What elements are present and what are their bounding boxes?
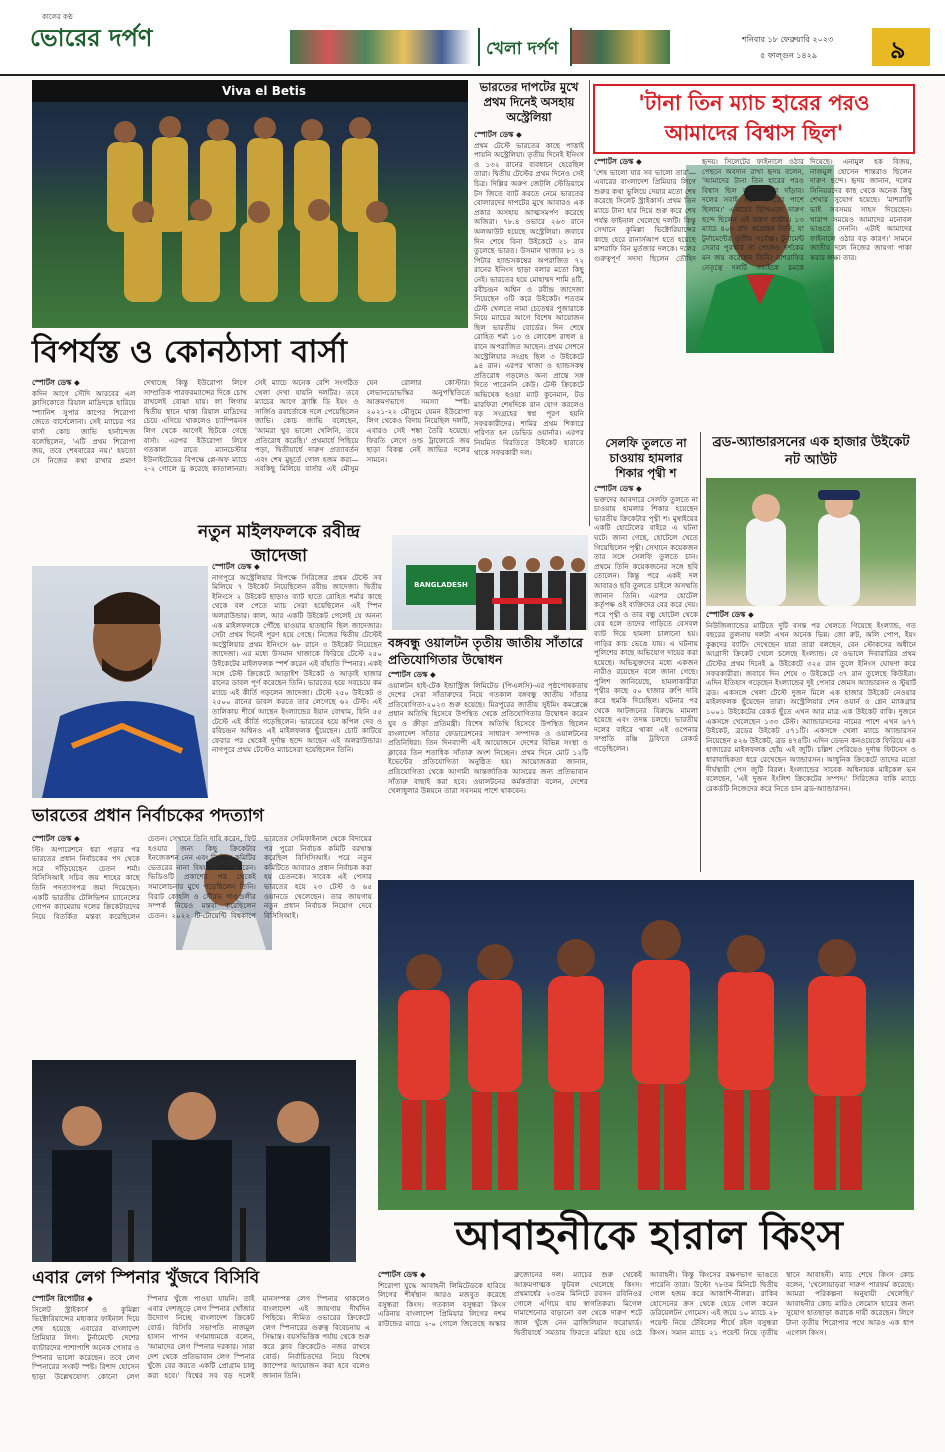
tamim-body: 'শেষ ভালো যার সব ভালো তার'—এবারের বাংলাদেশ প্রিমিয়ার লিগে শুরুর কথা ভুলিয়ে দেয়ার মতো শেষ করেছে সিলেট স্ট্রাইকার্স। প্রথম তিন ম্যাচে টানা হার দিয়ে শুরু করে শেষ পর্যন্ত ফাইনাল খেলেছে দলটি। কিন্তু সেখানে কুমিল্লা ভিক্টোরিয়ান্সের কাছে হেরে রানার্সআপ হতে হয়েছে মাশরাফি বিন মুর্তজার দলকে। দলের গুরুত্বপূর্ণ সদস্য ছিলেন তৌহিদ হৃদয়। সিলেটের ফাইনালে ওঠার পেছনে অবদান রাখা হৃদয় বলেন, 'আমাদের টানা তিন হারের পরও বিশ্বাস ছিল আমরা ঘুরে দাঁড়াব। দলের সবাই একে অপরের পাশে ছিলাম।' এবারের বিপিএলে দারুণ ছন্দে ছিলেন এই তরুণ ব্যাটার। ১৩ ম্যাচে ৪০৩ রান করেছেন তিনি, যা টুর্নামেন্টের তৃতীয় সর্বোচ্চ। টুর্নামেন্ট সেরার পুরস্কার না পেলেও দর্শকের মন জয় করেছেন তিনি। মাশরাফির নেতৃত্বে দলটি সবাইকে চমকে দিয়েছে। এনামুল হক বিজয়, নাজমুল হোসেন শান্তরাও ছিলেন দারুণ ছন্দে। হৃদয় জানান, দলের সিনিয়রদের কাছ থেকে অনেক কিছু শেখার সুযোগ হয়েছে। 'মাশরাফি ভাই সবসময় সাহস দিয়েছেন। খারাপ সময়েও আমাদের মনোবল ভাঙতে দেননি। এটাই আমাদের ফাইনালে ওঠার বড় কারণ।' সামনে জাতীয় দলে নিজের জায়গা পাকা করার লক্ষ্য তার।	[594, 157, 912, 272]
australia-byline: স্পোর্টস ডেস্ক ◆	[474, 130, 522, 139]
anderson-article	[706, 610, 916, 870]
bcb-officials	[32, 1060, 356, 1262]
stadium-banner-text: Viva el Betis	[222, 84, 306, 98]
swimming-byline: স্পোর্টস ডেস্ক ◆	[388, 670, 436, 679]
swimming-body: ওয়ালটন হাই-টেক ইন্ডাস্ট্রিজ লিমিটেড (পিএলসি)-এর পৃষ্ঠপোষকতায় দেশের সেরা সাঁতারুদের নিয়ে গতকাল বঙ্গবন্ধু জাতীয় সাঁতার প্রতিযোগিতা-২০২৩ শুরু হয়েছে। মিরপুরের জাতীয় সুইমিং কমপ্লেক্সে প্রধান অতিথি হিসেবে উপস্থিত থেকে প্রতিযোগিতার উদ্বোধন করেন যুব ও ক্রীড়া প্রতিমন্ত্রী। বিশেষ অতিথি হিসেবে উপস্থিত ছিলেন বাংলাদেশ সাঁতার ফেডারেশনের সাধারণ সম্পাদক ও ওয়ালটনের প্রতিনিধিরা। তিন দিনব্যাপী এই আয়োজনে দেশের বিভিন্ন সংস্থা ও ক্লাবের তিন শতাধিক সাঁতারু অংশ নিচ্ছেন। প্রথম দিনে মোট ১২টি ইভেন্টের প্রতিযোগিতা অনুষ্ঠিত হয়। আয়োজকরা জানান, প্রতিযোগিতা থেকে আগামী আন্তর্জাতিক আসরের জন্য প্রতিভাবান সাঁতারু বাছাই করা হবে। ওয়ালটনের কর্মকর্তারা বলেন, দেশের খেলাধুলার উন্নয়নে তারা সবসময় পাশে থাকবেন।	[388, 680, 588, 796]
kings-headline: আবাহনীকে হারাল কিংস	[455, 1212, 843, 1259]
swimming-officials	[472, 543, 588, 630]
barca-headline: বিপর্যস্ত ও কোনঠাসা বার্সা	[32, 334, 348, 370]
australia-article	[474, 130, 584, 525]
bcb-body: সিলেট স্ট্রাইকার্স ও কুমিল্লা ভিক্টোরিয়ান্সের মধ্যকার ফাইনাল দিয়ে শেষ হয়েছে এবারের বাংলাদেশ প্রিমিয়ার লিগ। টুর্নামেন্টে দেশের ব্যাটারদের পাশাপাশি অনেক পেসার ও স্পিনার ভালো করেছেন। তবে লেগ স্পিনারের সংকট স্পষ্ট। রিশাদ হোসেন ছাড়া উল্লেখযোগ্য কোনো লেগ স্পিনার খুঁজে পাওয়া যায়নি। তাই এবার দেশজুড়ে লেগ স্পিনার খোঁজার উদ্যোগ নিচ্ছে বাংলাদেশ ক্রিকেট বোর্ড। বিসিবি সভাপতি নাজমুল হাসান পাপন গণমাধ্যমকে বলেন, 'আমাদের লেগ স্পিনার দরকার। সারা দেশ থেকে প্রতিভাবান লেগ স্পিনার খুঁজে বের করতে একটি প্রোগ্রাম চালু করা হবে।' বিশ্বের সব বড় দলেই মানসম্পন্ন লেগ স্পিনার থাকলেও বাংলাদেশ এই জায়গায় দীর্ঘদিন পিছিয়ে। সীমিত ওভারের ক্রিকেটে লেগ স্পিনারের গুরুত্ব বিবেচনায় এ সিদ্ধান্ত। বয়সভিত্তিক পর্যায় থেকে শুরু করে ক্লাব ক্রিকেটেও নজর রাখবে বোর্ড। নির্বাচিতদের নিয়ে বিশেষ ক্যাম্পের আয়োজন করা হবে বলেও জানান তিনি।	[32, 1294, 370, 1381]
kings-byline: স্পোর্টস ডেস্ক ◆	[378, 1270, 426, 1279]
paper-tagline: কালের কণ্ঠ	[42, 13, 73, 21]
selector-byline: স্পোর্টস ডেস্ক ◆	[32, 834, 80, 843]
selfie-headline: সেলফি তুলতে না চাওয়ায় হামলার শিকার পৃথ্বী শ	[605, 436, 687, 480]
paper-name: ভোরের দর্পণ	[30, 23, 153, 52]
jadeja-headline: নতুন মাইলফলকে রবীন্দ্র জাদেজা	[197, 522, 360, 566]
jadeja-figure	[32, 566, 208, 798]
swimming-event-photo	[392, 535, 588, 630]
selfie-body: ভক্তদের আবদারে সেলফি তুলতে না চাওয়ায় হামলার শিকার হয়েছেন ভারতীয় ক্রিকেটার পৃথ্বী শ। মুম্বাইয়ের একটি হোটেলের বাইরে এ ঘটনা ঘটে। জানা গেছে, হোটেলে খেতে গিয়েছিলেন পৃথ্বী। সেখানে কয়েকজন তার সঙ্গে সেলফি তুলতে চান। প্রথমে তিনি কয়েকজনের সঙ্গে ছবি তোলেন। কিন্তু পরে একই দল আবারও ছবি তুলতে চাইলে অসম্মতি জানান তিনি। এরপর হোটেল কর্তৃপক্ষ ওই ব্যক্তিদের বের করে দেয়। পরে পৃথ্বী ও তার বন্ধু হোটেল থেকে বের হলে তাদের গাড়িতে বেসবল ব্যাট দিয়ে হামলা চালানো হয়। গাড়ির কাচ ভেঙে যায়। এ ঘটনায় পুলিশের কাছে অভিযোগ দায়ের করা হয়েছে। অভিযুক্তদের মধ্যে একজন নারীও রয়েছেন বলে জানা গেছে। পুলিশ জানিয়েছে, হামলাকারীরা পৃথ্বীর কাছে ৫০ হাজার রুপি দাবি করে হুমকি দিয়েছিল। ঘটনার পর থেকে আটজনের বিরুদ্ধে মামলা হয়েছে এবং তদন্ত চলছে। ভারতীয় দলের বাইরে থাকা এই ওপেনার সম্প্রতি রঞ্জি ট্রফিতে রেকর্ড গড়েছিলেন।	[594, 494, 698, 754]
page-number: ৯	[890, 35, 906, 64]
jadeja-body: নাগপুরে অস্ট্রেলিয়ার বিপক্ষে সিরিজের প্রথম টেস্টে সব মিলিয়ে ৭ উইকেট নিয়েছিলেন রবীন্দ্র জাদেজা। দ্বিতীয় ইনিংসে ২ উইকেট ছাড়াও ব্যাট হাতে রোহিত শর্মার কাছে থেকে বল পেতে ম্যাচ সেরা হয়েছিলেন এই স্পিন অলরাউন্ডার। কাল, আর একটি উইকেট পেলেই যে অনন্য এক মাইলফলকে পৌঁছে যাওয়ার হাতছানি ছিল জাদেজার। সেটা প্রথম দিনেই পূরণ হয়ে গেছে। নিজের দ্বিতীয় টেস্টেই অস্ট্রেলিয়ার প্রথম ইনিংসে ৬৮ রানে ৩ উইকেট নিয়েছেন জাদেজা। এর মধ্যে উসমান খাজাকে ফিরিয়ে টেস্টে ২৫০ উইকেটের মাইলফলক স্পর্শ করেন এই বাঁহাতি স্পিনার। একই সঙ্গে টেস্ট ক্রিকেটে আড়াইশ উইকেট ও আড়াই হাজার রানের ডাবল পূর্ণ করেছেন তিনি। ভারতের হয়ে সবচেয়ে কম ম্যাচে এই কীর্তি গড়লেন জাদেজা। টেস্টে ২৫০ উইকেট ও ২৫০০ রানের ডাবল করতে তার লেগেছে ৬২ টেস্ট। এই তালিকায় শীর্ষে আছেন ইংল্যান্ডের ইয়ান বোথাম, যিনি ৫৫ টেস্টে এই কীর্তি গড়েছিলেন। ভারতের হয়ে কপিল দেব ও রবিচন্দ্রন অশ্বিনও এই মাইলফলক ছুঁয়েছেন। চোট কাটিয়ে ফেরার পর থেকেই দুর্দান্ত ছন্দে আছেন এই অলরাউন্ডার। নাগপুরে প্রথম টেস্টেও ম্যাচসেরা হয়েছিলেন তিনি।	[212, 572, 382, 755]
anderson-headline: ব্রড-অ্যান্ডারসনের এক হাজার উইকেট নট আউট	[712, 435, 910, 468]
section-title-box	[478, 28, 572, 66]
section-title: খেলা দর্পণ	[486, 39, 559, 59]
kings-players-illustration	[378, 880, 914, 1210]
tamim-article	[594, 157, 912, 427]
jadeja-article	[212, 562, 382, 798]
anderson-broad-figures	[706, 478, 916, 606]
barca-body: কদিন আগে সৌদি আরবের এল ক্লাসিকোতে রিয়াল মাদ্রিদকে হারিয়ে স্প্যানিশ সুপার কাপের শিরোপা জেতে বার্সেলোনা। সেই ম্যাচের পর বার্সা কোচ জাভি হার্নান্দেজ বলেছিলেন, 'এটি প্রথম শিরোপা জয়, তবে শেষবারের নয়।' হয়তো সে নিজের কথা রাখার প্রমাণ দেখাচ্ছে কিন্তু ইউরোপা লিগে সাম্প্রতিক পারফরম্যান্সের দিকে চোখ রাখলেই বোঝা যায়। লা লিগায় দ্বিতীয় স্থানে থাকা রিয়াল মাদ্রিদের চেয়ে এগিয়ে থাকলেও চ্যাম্পিয়নস লিগ থেকে আগেই ছিটকে গেছে বার্সা। এরপর ইউরোপা লিগে গতকাল রাতে ম্যানচেস্টার ইউনাইটেডের বিপক্ষে প্লে-অফ ম্যাচে ২-২ গোলে ড্র করেছে কাতালানরা। সেই ম্যাচে অনেক বেশি সংগঠিত খেলা দেখা যায়নি দলটির। তবে ম্যাচের আগে ফ্রাঙ্কি ডি ইয়ং ও সার্জিও রবার্তোকে দলে পেয়েছিলেন জাভি। কোচ জাভি বলেছেন, 'আমরা খুব ভালো খেলিনি, তবে প্রতিরোধ করেছি।' প্রথমার্ধে পিছিয়ে পড়া, দ্বিতীয়ার্ধে দারুণ প্রত্যাবর্তন এবং শেষ মুহূর্তে গোল হজম করা—সবকিছু মিলিয়ে বার্সার এই মৌসুম যেন রোলার কোস্টার। লেভানডোভস্কির অনুপস্থিতিতে আক্রমণভাগে সমস্যা স্পষ্ট। ২০২১-২২ মৌসুমে যেমন ইউরোপা লিগ থেকেও বিদায় নিয়েছিল দলটি, এবারও সেই শঙ্কা তৈরি হয়েছে। ফিরতি লেগে ওল্ড ট্রাফোর্ডে জয় ছাড়া বিকল্প নেই জাভির দলের সামনে।	[32, 378, 470, 474]
swimming-banner-text: BANGLADESH	[414, 581, 468, 589]
jadeja-portrait	[32, 566, 208, 798]
barca-article	[32, 378, 470, 526]
page-number-box	[872, 28, 930, 66]
swimming-headline: বঙ্গবন্ধু ওয়ালটন তৃতীয় জাতীয় সাঁতারে প্রতিযোগিতার উদ্বোধন	[388, 635, 583, 667]
swimming-banner	[406, 565, 476, 605]
tamim-byline: স্পোর্টস ডেস্ক ◆	[594, 157, 642, 166]
australia-body: প্রথম টেস্টে ভারতের কাছে পাত্তাই পায়নি অস্ট্রেলিয়া। তৃতীয় দিনেই ইনিংস ও ১৩২ রানের ব্যবধানে হেরেছিল তারা। দ্বিতীয় টেস্টের প্রথম দিনেও সেই চিত্র। দিল্লির অরুণ জেটলি স্টেডিয়ামে টস জিতে ব্যাট করতে নেমে ভারতের বোলারদের দাপটের মুখে আবারও এক প্রকার অসহায় আত্মসমর্পণ করেছে অজিরা। ৭৮.৪ ওভারে ২৬৩ রানে অলআউট হয়েছে অস্ট্রেলিয়া। জবাবে দিন শেষে বিনা উইকেটে ২১ রান তুলেছে ভারত। উসমান খাজার ৮১ ও পিটার হ্যান্ডসকম্বের অপরাজিত ৭২ রানের ইনিংস ছাড়া বলার মতো কিছু নেই। ভারতের হয়ে মোহাম্মদ শামি ৪টি, রবীচন্দ্রন অশ্বিন ও রবীন্দ্র জাদেজা নিয়েছেন ৩টি করে উইকেট। শততম টেস্ট খেলতে নামা চেতেশ্বর পুজারাকে নিয়ে ম্যাচের আগে বিশেষ আয়োজন ছিল ভারতীয় বোর্ডের। দিন শেষে রোহিত শর্মা ১৩ ও লোকেশ রাহুল ৪ রানে অপরাজিত আছেন। প্রথম সেশনে অস্ট্রেলিয়ার সংগ্রহ ছিল ৩ উইকেটে ৯৪ রান। এরপর খাজা ও হ্যান্ডসকম্ব প্রতিরোধ গড়লেও অন্য প্রান্তে সঙ্গ দিতে পারেননি কেউ। টেস্ট ক্রিকেটে অভিষেক হওয়া ম্যাট কুনেমান, টড মারফিরা শেষদিকে রান যোগ করলেও বড় সংগ্রহের স্বপ্ন পূরণ হয়নি সফরকারীদের। শামির প্রথম শিকারে পরিণত হন ডেভিড ওয়ার্নার। এরপর নিয়মিত বিরতিতে উইকেট হারাতে থাকে সফরকারী দল।	[474, 140, 584, 457]
barca-players-illustration	[32, 102, 468, 328]
bcb-byline: স্পোর্টস রিপোর্টার ◆	[32, 1294, 93, 1303]
barca-team-photo	[32, 80, 468, 328]
column-rule-2	[700, 432, 701, 872]
date-line-1: শনিবার ১৮ ফেব্রুয়ারি ২০২৩	[742, 35, 834, 44]
selfie-byline: স্পোর্টস ডেস্ক ◆	[594, 484, 642, 493]
column-rule-1	[589, 80, 590, 526]
jadeja-byline: স্পোর্টস ডেস্ক ◆	[212, 562, 260, 571]
kings-match-photo	[378, 880, 914, 1210]
anderson-byline: স্পোর্টস ডেস্ক ◆	[706, 610, 754, 619]
swimming-article	[388, 670, 588, 870]
tamim-headline: 'টানা তিন ম্যাচ হারের পরও আমাদের বিশ্বাস ছিল'	[638, 90, 870, 145]
bcb-press-photo	[32, 1060, 356, 1262]
australia-headline: ভারতের দাপটের মুখে প্রথম দিনেই অসহায় অস্ট্রেলিয়া	[479, 80, 579, 124]
masthead	[0, 0, 945, 76]
barca-byline: স্পোর্টস ডেস্ক ◆	[32, 378, 80, 387]
date-line-2: ৫ ফাল্গুন ১৪২৯	[760, 51, 818, 60]
selfie-article	[594, 484, 698, 869]
selector-headline: ভারতের প্রধান নির্বাচকের পদত্যাগ	[32, 806, 264, 826]
anderson-body: নিউজিল্যান্ডের মাটিতে দুটি বসন্ত পর খেলতে গিয়েছে ইংল্যান্ড, গত বছরের তুলনায় দলটা এখন অনেক ভিন্ন। জো রুট, অলি পোপ, ইয়ং কুক্কদের ব্যাটিং দেখেছেন যারা তারা বলছেন, বেন স্টোকসের অধীনে আগ্রাসী ক্রিকেট খেলে চলেছে ইংল্যান্ড। বে ওভালে দিবারাত্রির প্রথম টেস্টের প্রথম দিনেই ৯ উইকেটে ৩২৫ রান তুলে ইনিংস ঘোষণা করে সফরকারীরা। জবাবে দিন শেষে ৩ উইকেটে ৩৭ রান তুলেছে কিউইরা। এদিন ইতিহাস গড়েছেন ইংল্যান্ডের দুই পেসার জেমস অ্যান্ডারসন ও স্টুয়ার্ট ব্রড। একসঙ্গে খেলা টেস্টে দুজন মিলে এক হাজার উইকেট নেওয়ার মাইলফলক ছুঁয়েছেন তারা। অস্ট্রেলিয়ার শেন ওয়ার্ন ও গ্লেন ম্যাকগ্রার ১০০১ উইকেটের রেকর্ড ছুঁতে এখন আর মাত্র এক উইকেট বাকি। দুজনে একসঙ্গে খেলেছেন ১৩৩ টেস্ট। অ্যান্ডারসনের নামের পাশে এখন ৬৭৭ উইকেট, ব্রডের উইকেট ৫৭১টি। একসঙ্গে খেলা ম্যাচে অ্যান্ডারসন নিয়েছেন ৫২৬ উইকেট, ব্রড ৪৭৪টি। এদিন ডেভন কনওয়েকে ফিরিয়ে এক হাজারের মাইলফলক ছোঁয় এই জুটি। চল্লিশ পেরিয়েও দুর্দান্ত ফিটনেস ও ধারাবাহিকতা ধরে রেখেছেন অ্যান্ডারসন। আধুনিক ক্রিকেটে তাদের মতো দীর্ঘস্থায়ী পেস জুটি বিরল। ইংল্যান্ডের সাবেক অধিনায়ক মাইকেল ভন বলেছেন, 'এই দুজন ইংলিশ ক্রিকেটের সম্পদ।' সিরিজের বাকি ম্যাচে রেকর্ডটি নিজেদের করে নিতে চান ব্রড-অ্যান্ডারসন।	[706, 620, 916, 793]
anderson-broad-photo	[706, 478, 916, 606]
bcb-headline: এবার লেগ স্পিনার খুঁজবে বিসিবি	[32, 1268, 260, 1288]
selector-article	[32, 834, 372, 1020]
tamim-headline-box	[593, 84, 915, 154]
kings-article	[378, 1270, 914, 1434]
kings-body: শিরোপা যুদ্ধে আবাহনী লিমিটেডকে হারিয়ে লিগের শীর্ষস্থান আরও মজবুত করেছে বসুন্ধরা কিংস। গতকাল বসুন্ধরা কিংস এরিনায় বাংলাদেশ প্রিমিয়ার লিগের দশম রাউন্ডের ম্যাচে ২-০ গোলে জিতেছে অস্কার ব্রুজোনের দল। ম্যাচের শুরু থেকেই আক্রমণাত্মক ফুটবল খেলেছে কিংস। প্রথমার্ধের ২৩তম মিনিটে রবসন রবিনিওর গোলে এগিয়ে যায় স্বাগতিকরা। মিগেল দামাশেনোর বাড়ানো বল থেকে দারুণ শটে জাল খুঁজে নেন ব্রাজিলিয়ান ফরোয়ার্ড। দ্বিতীয়ার্ধে সমতায় ফিরতে মরিয়া হয়ে ওঠে আবাহনী। কিন্তু কিংসের রক্ষণভাগ ভাঙতে পারেনি তারা। উল্টো ৭৮তম মিনিটে দ্বিতীয় গোল হজম করে আকাশি-নীলরা। রাকিব হোসেনের ক্রস থেকে হেডে গোল করেন ডরিয়েলটন গোমেস। এই জয়ে ১০ ম্যাচে ২৮ পয়েন্ট নিয়ে টেবিলের শীর্ষে রইল বসুন্ধরা কিংস। সমান ম্যাচে ২১ পয়েন্ট নিয়ে তৃতীয় স্থানে আবাহনী। ম্যাচ শেষে কিংস কোচ বলেন, 'খেলোয়াড়রা দারুণ পারফর্ম করেছে। আমরা পরিকল্পনা অনুযায়ী খেলেছি।' আবাহনীর কোচ মারিও লেমোস হারের জন্য সুযোগ হাতছাড়া করাকে দায়ী করেছেন। লিগে টানা তৃতীয় শিরোপার পথে আরও এক ধাপ এগোল কিংস।	[378, 1270, 914, 1337]
selector-body: স্টিং অপারেশনে ধরা পড়ার পর ভারতের প্রধান নির্বাচকের পদ থেকে সরে দাঁড়িয়েছেন চেতন শর্মা। বিসিসিআই সচিব জয় শাহের কাছে তিনি পদত্যাগপত্র জমা দিয়েছেন। একটি ভারতীয় টেলিভিশন চ্যানেলের গোপন ক্যামেরায় দলের ক্রিকেটারদের নিয়ে বিতর্কিত মন্তব্য করেছিলেন চেতন। সেখানে তিনি দাবি করেন, ফিট হওয়ার জন্য কিছু ক্রিকেটার ইনজেকশন নেন এবং নির্বাচক কমিটির ভেতরের নানা বিষয়ও প্রকাশ করেন। ভিডিওটি প্রকাশের পর থেকেই সমালোচনার মুখে পড়েছিলেন তিনি। বিরাট কোহলি ও সৌরভ গাঙ্গুলীর সম্পর্ক নিয়েও মন্তব্য করেছিলেন চেতন। ২০২২ টি-টোয়েন্টি বিশ্বকাপে ভারতের সেমিফাইনাল থেকে বিদায়ের পর পুরো নির্বাচক কমিটি বরখাস্ত করেছিল বিসিসিআই। পরে নতুন কমিটিতে আবারও প্রধান নির্বাচক করা হয় চেতনকে। সাবেক এই পেসার ভারতের হয়ে ২৩ টেস্ট ও ৬৫ ওয়ানডে খেলেছেন। তার জায়গায় নতুন প্রধান নির্বাচক নিয়োগ দেবে বিসিসিআই।	[32, 834, 372, 921]
bcb-article	[32, 1294, 370, 1434]
